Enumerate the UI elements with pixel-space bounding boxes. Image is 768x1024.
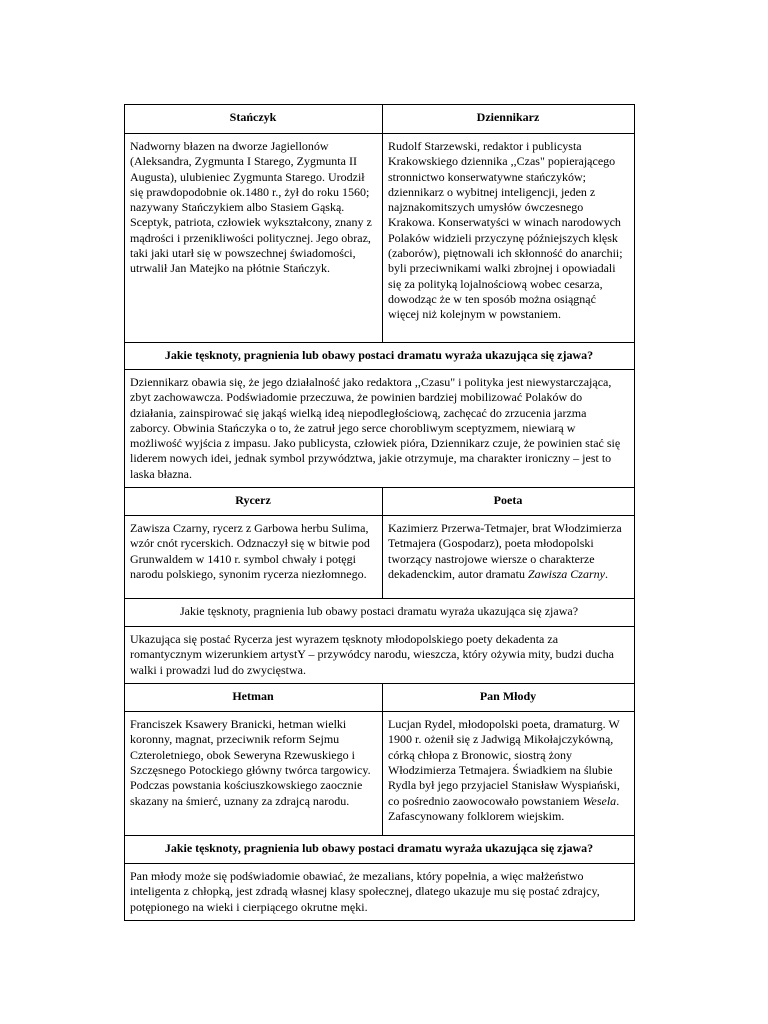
header-stanczyk: Stańczyk [125, 105, 383, 134]
description-poeta-title: Zawisza Czarny [527, 566, 605, 581]
description-poeta [383, 516, 635, 599]
character-table [124, 104, 635, 921]
description-dziennikarz: Rudolf Starzewski, redaktor i publicysta Krakowskiego dziennika ,,Czas" popierającego stronnictwo konserwatywne stańczyków; dziennikarz o wybitnej inteligencji, jeden z najznakomitszych umysłów ówczesnego Krakowa. Konserwatyści w winach narodowych Polaków widzieli przyczynę późniejszych klęsk (zaborów), piętnowali ich skłonność do anarchii; byli przeciwnikami walki zbrojnej i opowiadali się za polityką lojalnościową wobec cesarza, dowodząc że w ten sposób można osiągnąć więcej niż kolejnym w powstaniem. [383, 134, 635, 343]
question-row-2: Jakie tęsknoty, pragnienia lub obawy postaci dramatu wyraża ukazująca się zjawa? [125, 599, 635, 627]
description-rycerz: Zawisza Czarny, rycerz z Garbowa herbu Sulima, wzór cnót rycerskich. Odznaczył się w bitwie pod Grunwaldem w 1410 r. symbol chwały i potęgi narodu polskiego, synonim rycerza niezłomnego. [125, 516, 383, 599]
header-poeta: Poeta [383, 488, 635, 516]
answer-row-2: Ukazująca się postać Rycerza jest wyrazem tęsknoty młodopolskiego poety dekadenta za romantycznym wizerunkiem artystY – przywódcy narodu, wieszcza, który ożywia mity, budzi ducha walki i prowadzi lud do zwycięstwa. [125, 627, 635, 684]
answer-row-1: Dziennikarz obawia się, że jego działalność jako redaktora ,,Czasu" i polityka jest niewystarczająca, zbyt zachowawcza. Podświadomie przeczuwa, że powinien bardziej mobilizować Polaków do działania, zainspirować się jakąś wielką ideą niepodległościową, zachęcać do zrzucenia jarzma zaborcy. Obwinia Stańczyka o to, że zatruł jego serce chorobliwym sceptyzmem, niewiarą w możliwość wyjścia z impasu. Jako publicysta, człowiek pióra, Dziennikarz czuje, że powinien stać się liderem nowych idei, jednak symbol przywództwa, jakie otrzymuje, ma charakter ironiczny – jest to laska błazna. [125, 370, 635, 488]
question-row-1: Jakie tęsknoty, pragnienia lub obawy postaci dramatu wyraża ukazująca się zjawa? [125, 343, 635, 370]
description-poeta-text: Kazimierz Przerwa-Tetmajer, brat Włodzimierza Tetmajera (Gospodarz), poeta młodopolski tworzący nastrojowe wiersze o charakterze dekadenckim, autor dramatu [388, 521, 622, 581]
description-poeta-end: . [604, 566, 608, 581]
description-pan-mlody-title: Wesela [582, 793, 617, 808]
description-pan-mlody-end: . Zafascynowany folklorem wiejskim. [388, 793, 620, 823]
description-stanczyk: Nadworny błazen na dworze Jagiellonów (Aleksandra, Zygmunta I Starego, Zygmunta II Augusta), ulubieniec Zygmunta Starego. Urodził się prawdopodobnie ok.1480 r., żył do roku 1560; nazywany Stańczykiem albo Stasiem Gąską. Sceptyk, patriota, człowiek wykształcony, znany z mądrości i przenikliwości politycznej. Jego obraz, taki jaki utarł się w powszechnej świadomości, utrwalił Jan Matejko na płótnie Stańczyk. [125, 134, 383, 343]
header-dziennikarz: Dziennikarz [383, 105, 635, 134]
description-hetman: Franciszek Ksawery Branicki, hetman wielki koronny, magnat, przeciwnik reform Sejmu Czteroletniego, obok Seweryna Rzewuskiego i Szczęsnego Potockiego główny twórca targowicy. Podczas powstania kościuszkowskiego zaocznie skazany na śmierć, uznany za zdrajcą narodu. [125, 712, 383, 836]
description-pan-mlody-text: Lucjan Rydel, młodopolski poeta, dramaturg. W 1900 r. ożenił się z Jadwigą Mikołajczykówną, córką chłopa z Bronowic, siostrą żony Włodzimierza Tetmajera. Świadkiem na ślubie Rydla był jego przyjaciel Stanisław Wyspiański, co pośrednio zaowocowało powstaniem [388, 717, 620, 808]
header-rycerz: Rycerz [125, 488, 383, 516]
header-pan-mlody: Pan Młody [383, 684, 635, 712]
question-row-3: Jakie tęsknoty, pragnienia lub obawy postaci dramatu wyraża ukazująca się zjawa? [125, 836, 635, 864]
header-hetman: Hetman [125, 684, 383, 712]
description-pan-mlody [383, 712, 635, 836]
answer-row-3: Pan młody może się podświadomie obawiać, że mezalians, który popełnia, a więc małżeństwo inteligenta z chłopką, jest zdradą własnej klasy społecznej, dlatego ukazuje mu się postać zdrajcy, potępionego na wieki i cierpiącego okrutne męki. [125, 864, 635, 921]
